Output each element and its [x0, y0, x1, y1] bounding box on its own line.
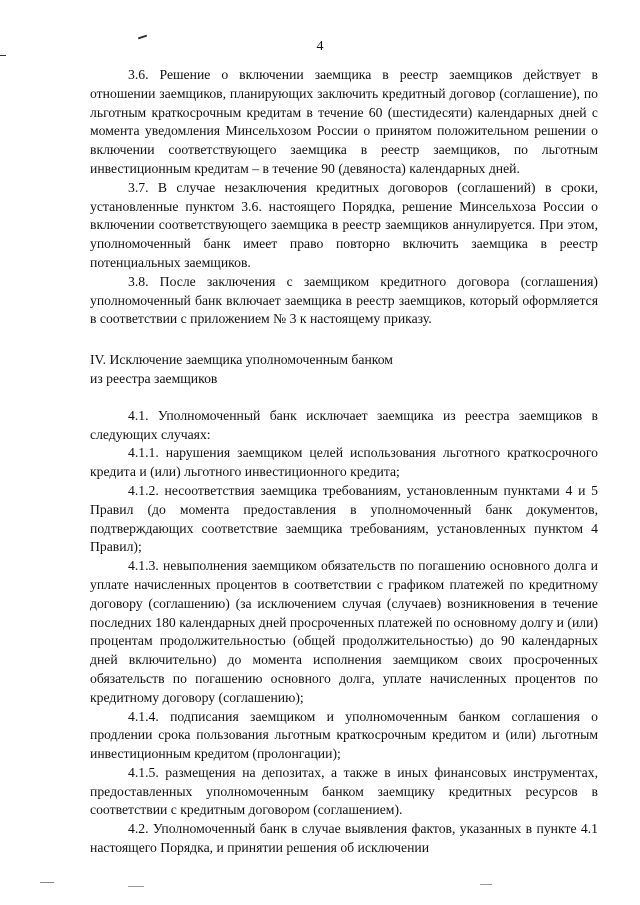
- document-body: [90, 66, 598, 858]
- paragraph-4-1-2: 4.1.2. несоответствия заемщика требованиям, установленным пунктами 4 и 5 Правил (до момента предоставления в уполномоченный банк документов, подтверждающих соответствие заемщика требованиям, установленных пунктом 4 Правил);: [90, 482, 598, 555]
- paragraph-3-6: 3.6. Решение о включении заемщика в реестр заемщиков действует в отношении заемщиков, планирующих заключить кредитный договор (соглашение), по льготным краткосрочным кредитам в течение 60 (шестидесяти) календарных дней с момента уведомления Минсельхозом России о принятом положительном решении о включении соответствующего заемщика в реестр заемщиков, по льготным инвестиционным кредитам – в течение 90 (девяноста) календарных дней.: [90, 67, 598, 176]
- page-number: 4: [316, 39, 324, 54]
- section-heading-line-2: из реестра заемщиков: [90, 370, 218, 386]
- paragraph-3-8: 3.8. После заключения с заемщиком кредитного договора (соглашения) уполномоченный банк включает заемщика в реестр заемщиков, который оформляется в соответствии с приложением № 3 к настоящему приказу.: [90, 273, 598, 327]
- scan-mark-bottom-right: [480, 884, 492, 885]
- paragraph-3-7: 3.7. В случае незаключения кредитных договоров (соглашений) в сроки, установленные пунктом 3.6. настоящего Порядка, решение Минсельхоза России о включении соответствующего заемщика в реестр заемщиков аннулируется. При этом, уполномоченный банк имеет право повторно включить заемщика в реестр потенциальных заемщиков.: [90, 179, 598, 270]
- scan-mark-bottom-center: [128, 886, 144, 887]
- scan-mark-bottom-left: [40, 882, 54, 883]
- paragraph-4-1: 4.1. Уполномоченный банк исключает заемщика из реестра заемщиков в следующих случаях:: [90, 407, 598, 442]
- paragraph-4-1-3: 4.1.3. невыполнения заемщиком обязательств по погашению основного долга и уплате начисленных процентов в соответствии с графиком платежей по кредитному договору (соглашению) (за исключением случая (случаев) возникновения в течение последних 180 календарных дней просроченных платежей по основному долгу и (или) процентам продолжительностью (общей продолжительностью) до 90 календарных дней включительно) до момента исполнения заемщиком своих просроченных обязательств по погашению основного долга, уплате начисленных процентов по кредитному договору (соглашению);: [90, 558, 598, 705]
- scan-mark-left: [0, 55, 6, 56]
- paragraph-4-2: 4.2. Уполномоченный банк в случае выявления фактов, указанных в пункте 4.1 настоящего Порядка, и принятии решения об исключении: [90, 821, 598, 856]
- paragraph-4-1-5: 4.1.5. размещения на депозитах, а также в иных финансовых инструментах, предоставленных уполномоченным банком заемщику кредитных ресурсов в соответствии с кредитным договором (соглашением).: [90, 764, 598, 818]
- paragraph-4-1-1: 4.1.1. нарушения заемщиком целей использования льготного краткосрочного кредита и (или) льготного инвестиционного кредита;: [90, 445, 598, 480]
- section-heading-line-1: IV. Исключение заемщика уполномоченным банком: [90, 352, 393, 368]
- scan-mark-top: [138, 35, 147, 40]
- paragraph-4-1-4: 4.1.4. подписания заемщиком и уполномоченным банком соглашения о продлении срока пользования льготным краткосрочным кредитом и (или) льготным инвестиционным кредитом (пролонгации);: [90, 708, 598, 762]
